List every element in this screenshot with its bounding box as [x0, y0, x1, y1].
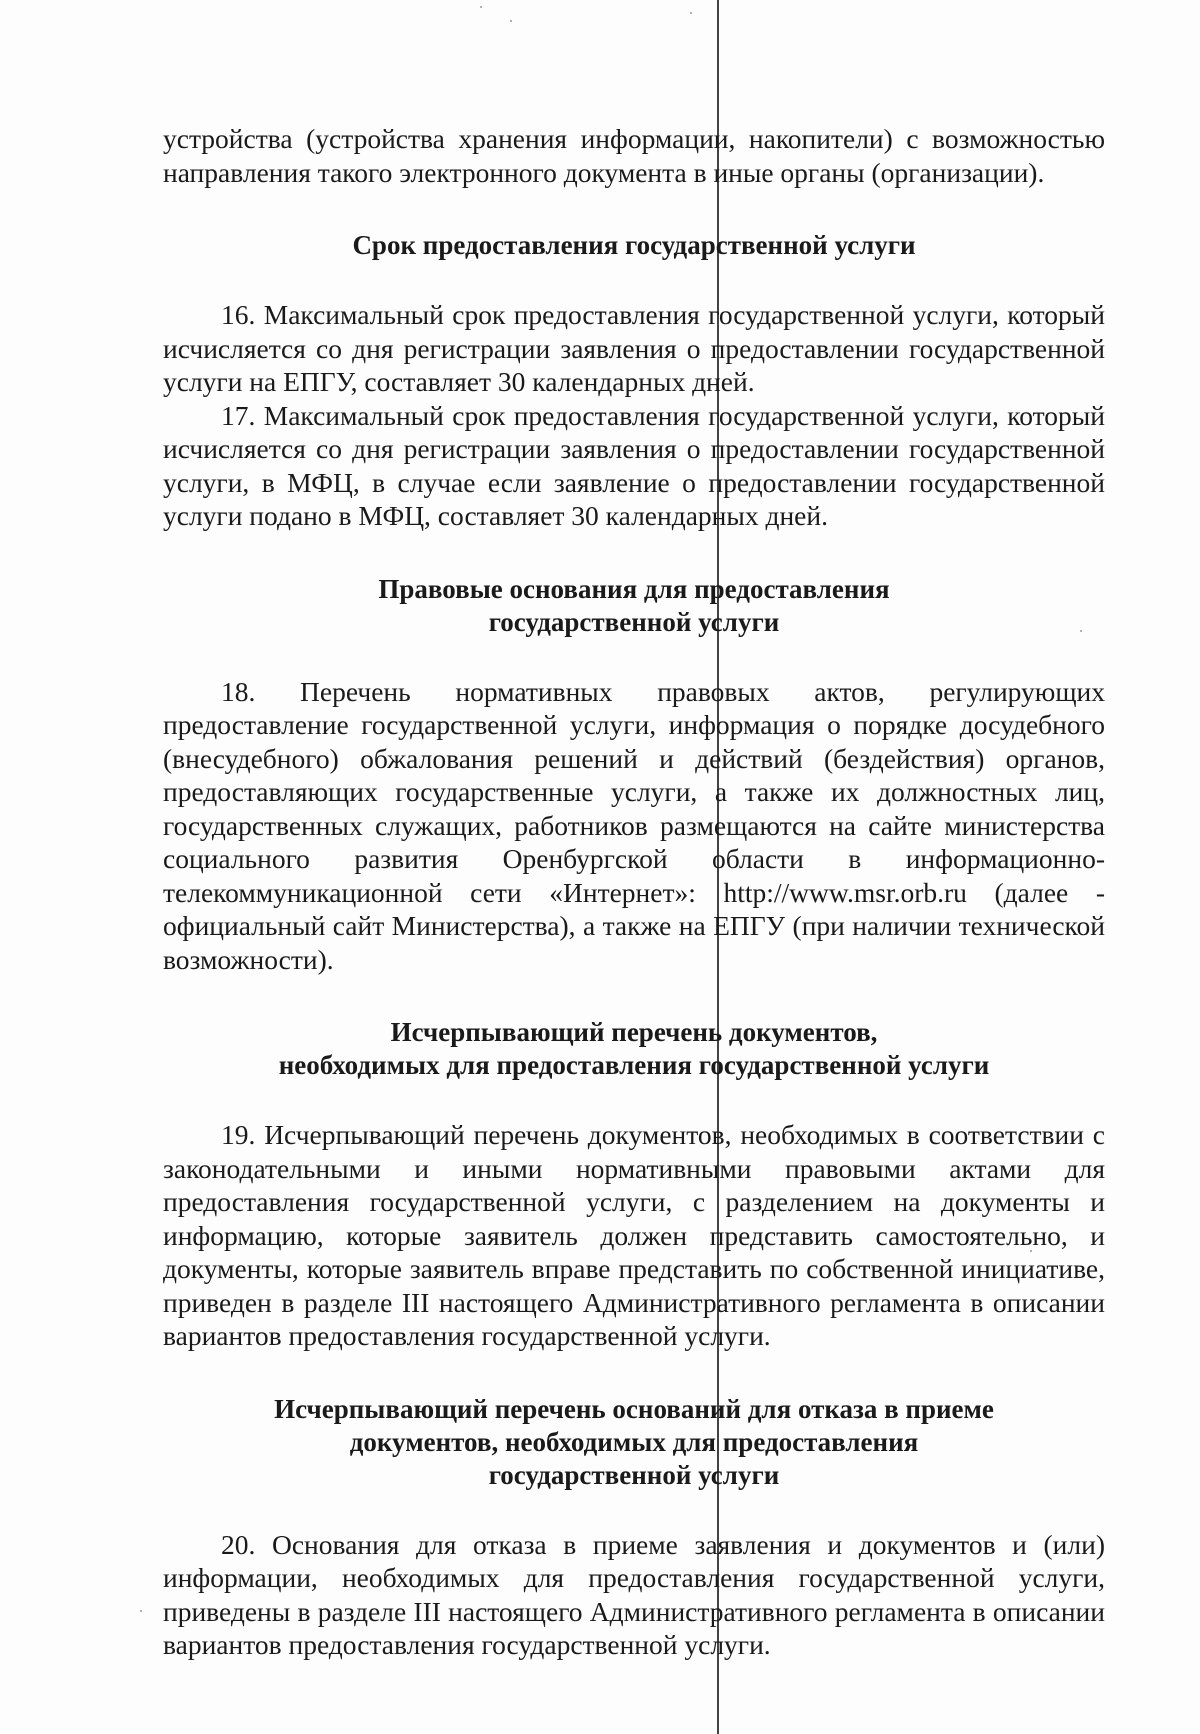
heading-documents — [163, 1016, 1105, 1082]
scan-speck — [480, 6, 482, 8]
heading-legal — [163, 573, 1105, 639]
spacer — [163, 533, 1105, 573]
spacer — [163, 976, 1105, 1016]
paragraph-17: 17. Максимальный срок предоставления государственной услуги, который исчисляется со дня регистрации заявления о предоставлении государственной услуги, в МФЦ, в случае если заявление о предоставлении государственной услуги подано в МФЦ, составляет 30 календарных дней. — [163, 399, 1105, 531]
document-body — [163, 122, 1105, 1662]
paragraph-19: 19. Исчерпывающий перечень документов, необходимых в соответствии с законодательными и иными нормативными правовыми актами для предоставления государственной услуги, с разделением на документы и информацию, которые заявитель должен представить самостоятельно, и документы, которые заявитель вправе представить по собственной инициативе, приведен в разделе III настоящего Административного регламента в описании вариантов предоставления государственной услуги. — [163, 1119, 1105, 1351]
spacer — [163, 1082, 1105, 1118]
scan-speck — [510, 20, 512, 22]
paragraph-20: 20. Основания для отказа в приеме заявления и документов и (или) информации, необходимых для предоставления государственной услуги, приведены в разделе III настоящего Административного регламента в описании вариантов предоставления государственной услуги. — [163, 1528, 1105, 1660]
spacer — [163, 189, 1105, 229]
scan-speck — [140, 1610, 142, 1612]
heading-term: Срок предоставления государственной услуги — [352, 230, 916, 260]
heading-legal-line1: Правовые основания для предоставления — [378, 573, 890, 604]
spacer — [163, 1492, 1105, 1528]
paragraph-18: 18. Перечень нормативных правовых актов, регулирующих предоставление государственной услуги, информация о порядке досудебного (внесудебного) обжалования решений и действий (бездействия) органов, предоставляющих государственные услуги, а также их должностных лиц, государственных служащих, работников размещаются на сайте министерства социального развития Оренбургской области в информационно-телекоммуникационной сети «Интернет»: http://www.msr.orb.ru (далее - официальный сайт Министерства), а также на ЕПГУ (при наличии технической возможности). — [163, 675, 1105, 975]
heading-documents-line2: необходимых для предоставления государственной услуги — [278, 1050, 990, 1080]
heading-legal-line2: государственной услуги — [488, 606, 780, 637]
heading-refusal — [163, 1393, 1105, 1492]
heading-refusal-line3: государственной услуги — [488, 1459, 780, 1490]
heading-refusal-line2: документов, необходимых для предоставления — [349, 1426, 919, 1457]
heading-refusal-line1: Исчерпывающий перечень оснований для отказа в приеме — [274, 1393, 994, 1424]
spacer — [163, 639, 1105, 675]
heading-documents-line1: Исчерпывающий перечень документов, — [390, 1017, 878, 1047]
scan-speck — [690, 12, 692, 14]
intro-paragraph: устройства (устройства хранения информации, накопители) с возможностью направления такого электронного документа в иные органы (организации). — [163, 123, 1105, 188]
spacer — [163, 1353, 1105, 1393]
spacer — [163, 262, 1105, 298]
paragraph-16: 16. Максимальный срок предоставления государственной услуги, который исчисляется со дня регистрации заявления о предоставлении государственной услуги на ЕПГУ, составляет 30 календарных дней. — [163, 299, 1105, 397]
